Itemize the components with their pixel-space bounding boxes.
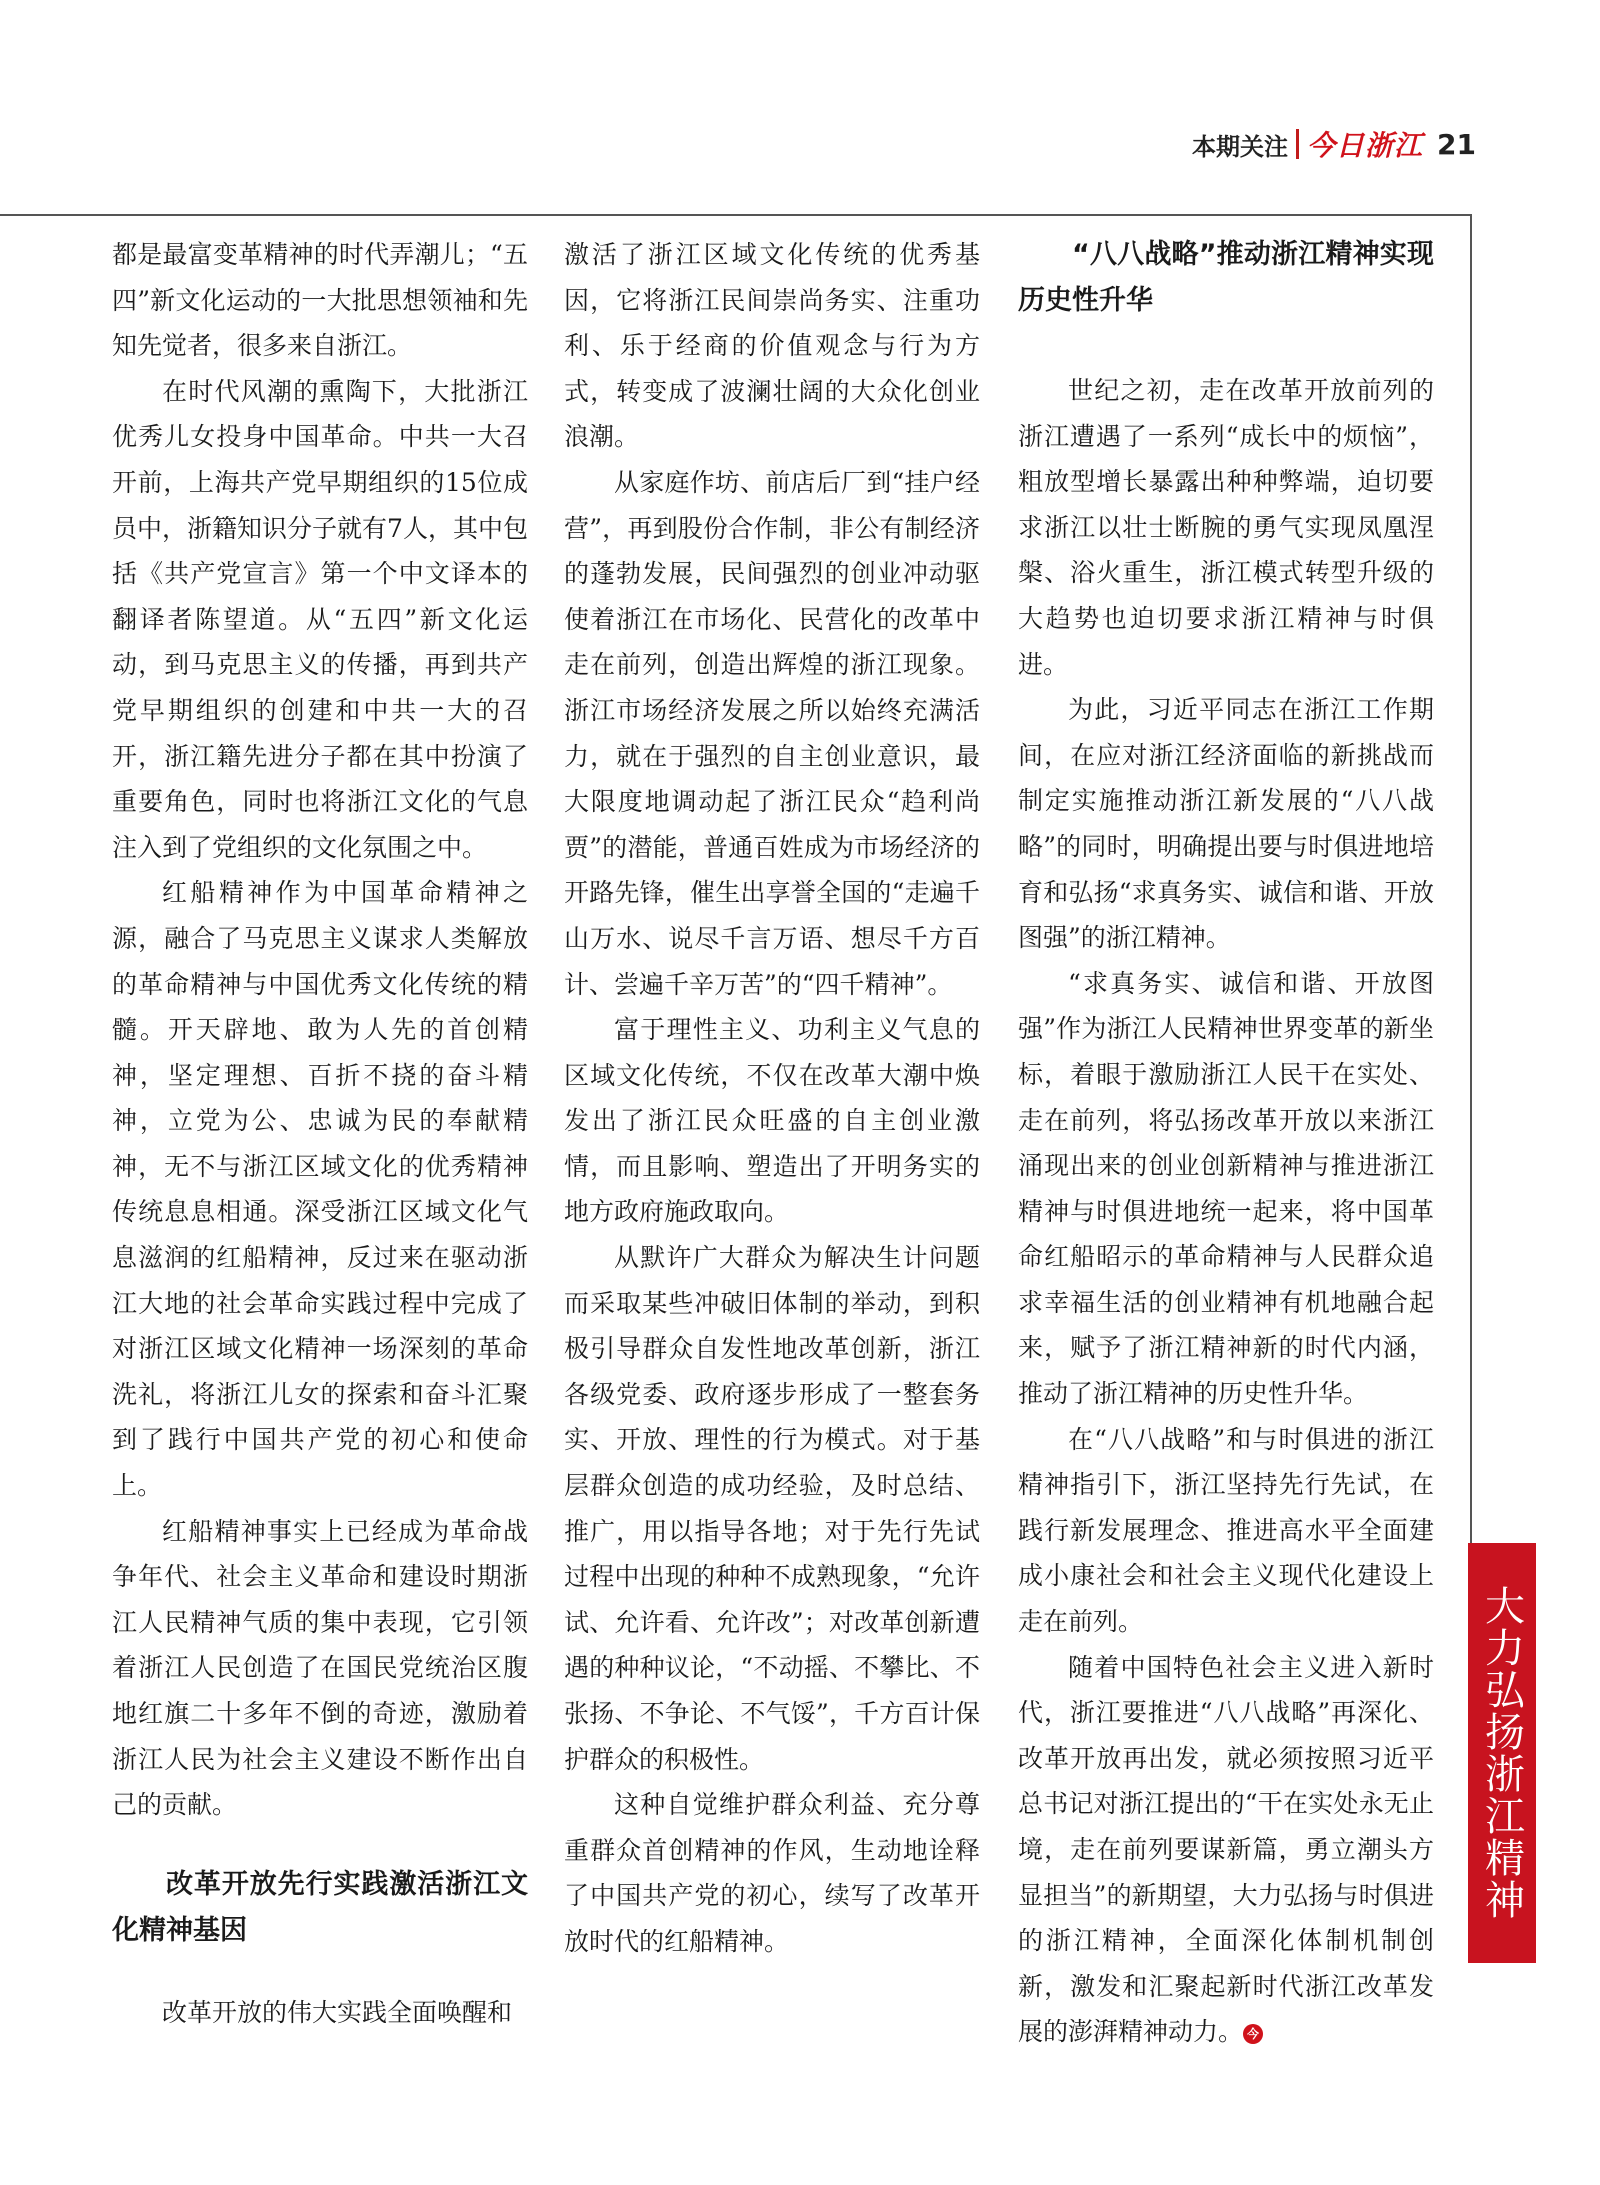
paragraph: 世纪之初，走在改革开放前列的浙江遭遇了一系列“成长中的烦恼”，粗放型增长暴露出种种弊端，迫切要求浙江以壮士断腕的勇气实现凤凰涅槃、浴火重生，浙江模式转型升级的大趋势也迫切要求浙江精神与时俱进。	[1018, 376, 1434, 679]
paragraph: “求真务实、诚信和谐、开放图强”作为浙江人民精神世界变革的新坐标，着眼于激励浙江人民干在实处、走在前列，将弘扬改革开放以来浙江涌现出来的创业创新精神与推进浙江精神与时俱进地统一起来，将中国革命红船昭示的革命精神与人民群众追求幸福生活的创业精神有机地融合起来，赋予了浙江精神新的时代内涵，推动了浙江精神的历史性升华。	[1018, 968, 1434, 1409]
end-mark-icon: 今	[1243, 2024, 1263, 2044]
paragraph: 为此，习近平同志在浙江工作期间，在应对浙江经济面临的新挑战而制定实施推动浙江新发展的“八八战略”的同时，明确提出要与时俱进地培育和弘扬“求真务实、诚信和谐、开放图强”的浙江精神。	[1018, 695, 1434, 953]
header-divider	[1296, 129, 1299, 159]
paragraph: 这种自觉维护群众利益、充分尊重群众首创精神的作风，生动地诠释了中国共产党的初心，续写了改革开放时代的红船精神。	[564, 1790, 980, 1956]
paragraph: 富于理性主义、功利主义气息的区域文化传统，不仅在改革大潮中焕发出了浙江民众旺盛的自主创业激情，而且影响、塑造出了开明务实的地方政府施政取向。	[564, 1015, 980, 1227]
magazine-logo: 今日浙江	[1307, 129, 1424, 162]
paragraph: 红船精神作为中国革命精神之源，融合了马克思主义谋求人类解放的革命精神与中国优秀文化传统的精髓。开天辟地、敢为人先的首创精神，坚定理想、百折不挠的奋斗精神，立党为公、忠诚为民的奉献精神，无不与浙江区域文化的优秀精神传统息息相通。深受浙江区域文化气息滋润的红船精神，反过来在驱动浙江大地的社会革命实践过程中完成了对浙江区域文化精神一场深刻的革命洗礼，将浙江儿女的探索和奋斗汇聚到了践行中国共产党的初心和使命上。	[112, 878, 528, 1501]
section-heading: 改革开放先行实践激活浙江文化精神基因	[112, 1868, 528, 1946]
paragraph: 激活了浙江区域文化传统的优秀基因，它将浙江民间崇尚务实、注重功利、乐于经商的价值观念与行为方式，转变成了波澜壮阔的大众化创业浪潮。	[564, 240, 980, 452]
paragraph-text: 随着中国特色社会主义进入新时代，浙江要推进“八八战略”再深化、改革开放再出发，就必须按照习近平总书记对浙江提出的“干在实处永无止境，走在前列要谋新篇，勇立潮头方显担当”的新期望，大力弘扬与时俱进的浙江精神，全面深化体制机制创新，激发和汇聚起新时代浙江改革发展的澎湃精神动力。	[1018, 1652, 1434, 2047]
paragraph: 改革开放的伟大实践全面唤醒和	[162, 1997, 513, 2027]
side-section-tab: 大力弘扬浙江精神	[1468, 1543, 1536, 1963]
paragraph: 在时代风潮的熏陶下，大批浙江优秀儿女投身中国革命。中共一大召开前，上海共产党早期组织的15位成员中，浙籍知识分子就有7人，其中包括《共产党宣言》第一个中文译本的翻译者陈望道。从“五四”新文化运动，到马克思主义的传播，再到共产党早期组织的创建和中共一大的召开，浙江籍先进分子都在其中扮演了重要角色，同时也将浙江文化的气息注入到了党组织的文化氛围之中。	[112, 376, 528, 862]
paragraph: 从默许广大群众为解决生计问题而采取某些冲破旧体制的举动，到积极引导群众自发性地改革创新，浙江各级党委、政府逐步形成了一整套务实、开放、理性的行为模式。对于基层群众创造的成功经验，及时总结、推广，用以指导各地；对于先行先试过程中出现的种种不成熟现象，“允许试、允许看、允许改”；对改革创新遭遇的种种议论，“不动摇、不攀比、不张扬、不争论、不气馁”，千方百计保护群众的积极性。	[564, 1243, 980, 1774]
article-column-3	[1018, 232, 1434, 2055]
paragraph: 都是最富变革精神的时代弄潮儿；“五四”新文化运动的一大批思想领袖和先知先觉者，很多来自浙江。	[112, 240, 528, 361]
paragraph: 在“八八战略”和与时俱进的浙江精神指引下，浙江坚持先行先试，在践行新发展理念、推进高水平全面建成小康社会和社会主义现代化建设上走在前列。	[1018, 1424, 1434, 1637]
section-heading: “八八战略”推动浙江精神实现历史性升华	[1018, 239, 1434, 316]
section-label: 本期关注	[1192, 132, 1289, 161]
page-header	[1192, 124, 1476, 164]
paragraph: 从家庭作坊、前店后厂到“挂户经营”，再到股份合作制，非公有制经济的蓬勃发展，民间强烈的创业冲动驱使着浙江在市场化、民营化的改革中走在前列，创造出辉煌的浙江现象。浙江市场经济发展之所以始终充满活力，就在于强烈的自主创业意识，最大限度地调动起了浙江民众“趋利尚贾”的潜能，普通百姓成为市场经济的开路先锋，催生出享誉全国的“走遍千山万水、说尽千言万语、想尽千方百计、尝遍千辛万苦”的“四千精神”。	[564, 467, 980, 999]
paragraph: 红船精神事实上已经成为革命战争年代、社会主义革命和建设时期浙江人民精神气质的集中表现，它引领着浙江人民创造了在国民党统治区腹地红旗二十多年不倒的奇迹，激励着浙江人民为社会主义建设不断作出自己的贡献。	[112, 1516, 528, 1820]
paragraph-final	[1018, 1645, 1434, 2055]
article-column-1	[112, 232, 528, 2035]
frame-top-rule	[0, 214, 1472, 216]
page-number: 21	[1437, 127, 1476, 161]
article-column-2	[564, 232, 980, 1965]
